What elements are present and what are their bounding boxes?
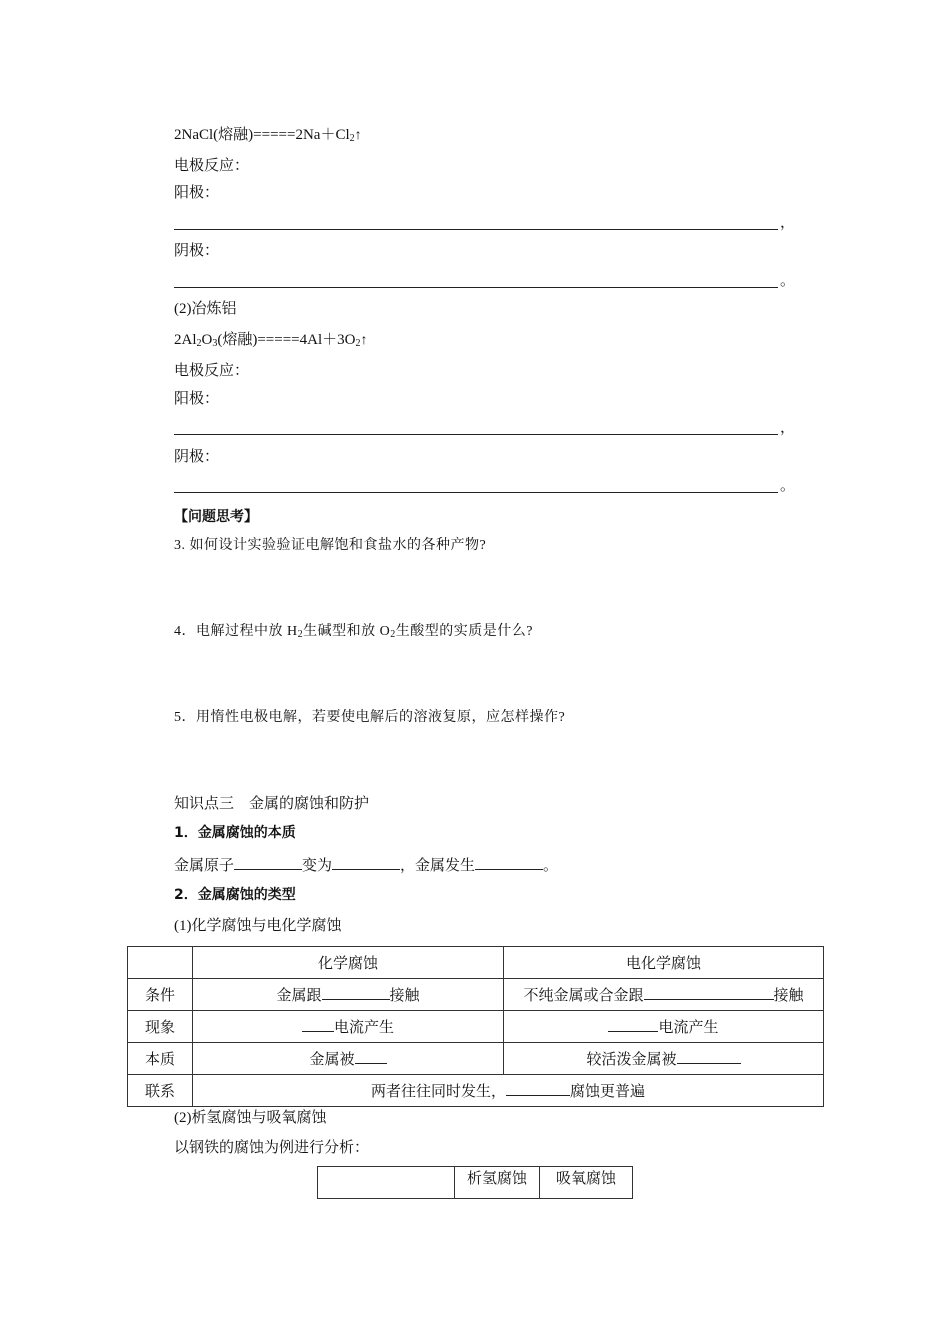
- section-title: 知识点三 金属的腐蚀和防护: [174, 796, 370, 812]
- header-oxygen: 吸氧腐蚀: [540, 1167, 633, 1199]
- heading-types: 2．金属腐蚀的类型: [174, 887, 296, 903]
- row-label: 联系: [128, 1075, 193, 1107]
- nacl-cathode-blank[interactable]: [174, 287, 778, 288]
- al-heading: (2)冶炼铝: [174, 301, 237, 317]
- header-hydrogen: 析氢腐蚀: [455, 1167, 540, 1199]
- table-row: [318, 1167, 633, 1199]
- fill-blank[interactable]: [302, 1017, 334, 1032]
- table-row: 联系 两者往往同时发生， 腐蚀更普遍: [128, 1075, 824, 1107]
- fill-blank[interactable]: [677, 1049, 741, 1064]
- heading-essence: 1．金属腐蚀的本质: [174, 825, 296, 841]
- nacl-cathode-label: 阴极：: [174, 243, 220, 259]
- question-3: 3. 如何设计实验验证电解饱和食盐水的各种产物?: [174, 538, 487, 553]
- essence-blank-1[interactable]: [234, 855, 302, 870]
- nacl-anode-label: 阳极：: [174, 185, 220, 201]
- analysis-text: 以钢铁的腐蚀为例进行分析：: [174, 1140, 370, 1156]
- al-cathode-punct: 。: [780, 478, 796, 494]
- question-4: 4．电解过程中放 $H_2$生碱型和放 $O_2$生酸型的实质是什么?: [174, 624, 533, 640]
- table-row: 条件 金属跟 接触 不纯金属或合金跟 接触: [128, 979, 824, 1011]
- table-row: 本质 金属被 较活泼金属被: [128, 1043, 824, 1075]
- up-arrow-icon: ↑: [354, 128, 362, 143]
- nacl-equation: 2NaCl(熔融)$=====2Na+Cl_2↑$: [174, 127, 362, 144]
- al-cathode-blank[interactable]: [174, 492, 778, 493]
- nacl-anode-punct: ，: [780, 215, 796, 231]
- header-electrochemical: 电化学腐蚀: [504, 947, 824, 979]
- fill-blank[interactable]: [608, 1017, 658, 1032]
- up-arrow-icon: ↑: [360, 333, 368, 348]
- nacl-cathode-punct: 。: [780, 273, 796, 289]
- header-chemical: 化学腐蚀: [193, 947, 504, 979]
- question-header: 【问题思考】: [174, 509, 258, 525]
- question-5: 5．用惰性电极电解，若要使电解后的溶液复原，应怎样操作?: [174, 710, 566, 725]
- table-row: 现象 电流产生 电流产生: [128, 1011, 824, 1043]
- nacl-anode-blank[interactable]: [174, 229, 778, 230]
- al-anode-blank[interactable]: [174, 434, 778, 435]
- essence-blank-3[interactable]: [475, 855, 543, 870]
- al-electrode-label: 电极反应：: [174, 363, 250, 379]
- row-label: 本质: [128, 1043, 193, 1075]
- row-label: 条件: [128, 979, 193, 1011]
- fill-blank[interactable]: [322, 985, 390, 1000]
- row-label: 现象: [128, 1011, 193, 1043]
- sub-heading-2: (2)析氢腐蚀与吸氧腐蚀: [174, 1110, 327, 1126]
- hydrogen-oxygen-table: [317, 1166, 633, 1199]
- fill-blank[interactable]: [506, 1081, 570, 1096]
- al-cathode-label: 阴极：: [174, 449, 220, 465]
- table-row: [128, 947, 824, 979]
- fill-blank[interactable]: [644, 985, 774, 1000]
- essence-blank-2[interactable]: [332, 855, 400, 870]
- corrosion-table: [127, 946, 824, 1107]
- fill-blank[interactable]: [355, 1049, 387, 1064]
- al-anode-label: 阳极：: [174, 391, 220, 407]
- al-equation: $2Al_2O_3$(熔融)$=====4Al+3O_2↑$: [174, 332, 368, 349]
- sub-heading-1: (1)化学腐蚀与电化学腐蚀: [174, 918, 342, 934]
- nacl-electrode-label: 电极反应：: [174, 158, 250, 174]
- essence-line: 金属原子 变为 ，金属发生 。: [174, 855, 558, 875]
- al-anode-punct: ，: [780, 420, 796, 436]
